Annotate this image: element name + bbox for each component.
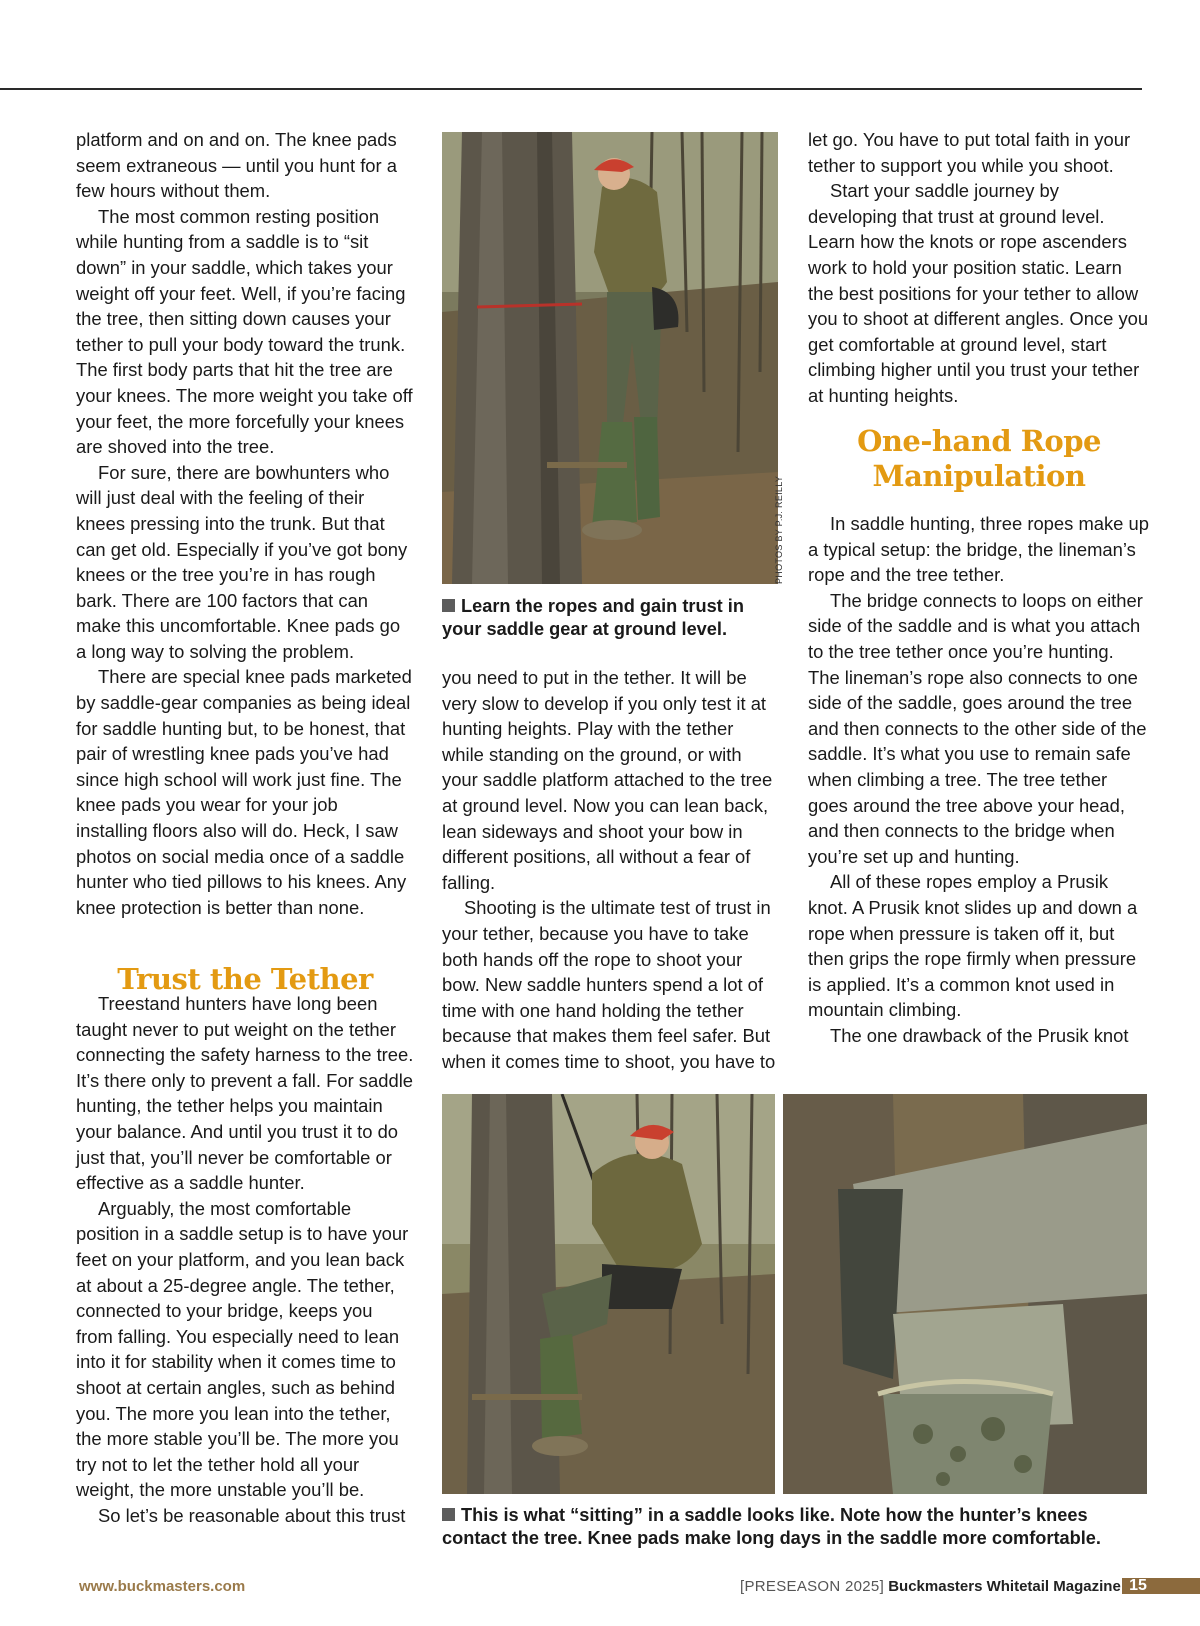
caption-text: This is what “sitting” in a saddle looks like. Note how the hunter’s knees contact the tree. Knee pads make long days in the saddle more comfortable.: [442, 1505, 1101, 1548]
photo-illustration: [442, 132, 778, 584]
paragraph: The one drawback of the Prusik knot: [830, 1024, 1129, 1046]
caption-bullet-icon: [442, 599, 455, 612]
paragraph: There are special knee pads marketed by saddle-gear companies as being ideal for saddle hunting but, to be honest, that pair of wrestling knee pads you’ve had since high school will work just fine. The knee pads you wear for your job installing floors also will do. Heck, I saw photos on social media once of a saddle hunter who tied pillows to his knees. Any knee protection is better than none.: [76, 666, 412, 918]
subhead-line: Manipulation: [872, 459, 1086, 493]
paragraph: Arguably, the most comfortable position in a saddle setup is to have your feet on your platform, and you lean back at about a 25-degree angle. The tether, connected to your bridge, keeps you from falling. You especially need to lean into it for stability when it comes time to shoot at certain angles, such as behind you. The more you lean into the tether, the more stable you’ll be. The more you try not to let the tether hold all your weight, the more unstable you’ll be.: [76, 1197, 409, 1501]
paragraph: For sure, there are bowhunters who will just deal with the feeling of their knees pressing into the trunk. But that can get old. Especially if you’ve got bony knees or the tree you’re in has rough bark. There are 100 factors that can make this uncomfortable. Knee pads go a long way to solving the problem.: [76, 461, 408, 662]
paragraph: Start your saddle journey by developing that trust at ground level. Learn how the knots or rope ascenders work to hold your position static. Learn the best positions for your tether to allow you to shoot at different angles. Once you get comfortable at ground level, start climbing higher until you trust your tether at hunting heights.: [808, 180, 1149, 406]
paragraph: let go. You have to put total faith in your tether to support you while you shoot.: [808, 129, 1131, 176]
article-column-2: [442, 665, 780, 1075]
paragraph: you need to put in the tether. It will be very slow to develop if you only test it at hunting heights. Play with the tether while standing on the ground, or with your saddle platform attached to the tree at ground level. Now you can lean back, lean sideways and shoot your bow in different positions, all without a fear of falling.: [442, 667, 773, 893]
photo-caption-2: [442, 1504, 1147, 1550]
subhead-one-hand-rope-manipulation: [808, 424, 1150, 494]
subhead-trust-the-tether: Trust the Tether: [117, 962, 373, 996]
photo-caption-1: [442, 595, 782, 641]
footer-magazine-name: Buckmasters Whitetail Magazine: [888, 1578, 1121, 1595]
paragraph: Shooting is the ultimate test of trust in your tether, because you have to take both hands off the rope to shoot your bow. New saddle hunters spend a lot of time with one hand holding the tether because that makes them feel safer. But when it comes time to shoot, you have to: [442, 897, 776, 1072]
paragraph: The bridge connects to loops on either side of the saddle and is what you attach to the tree tether once you’re hunting. The lineman’s rope also connects to one side of the saddle, goes around the tree and then connects to the other side of the saddle. It’s what you use to remain safe when climbing a tree. The tree tether goes around the tree above your head, and then connects to the bridge when you’re set up and hunting.: [808, 589, 1147, 867]
article-column-3-continued: [808, 511, 1150, 1048]
paragraph: So let’s be reasonable about this trust: [98, 1504, 406, 1526]
photo-illustration: [442, 1094, 775, 1494]
photo-illustration: [783, 1094, 1147, 1494]
photo-hunter-sitting-in-saddle: [442, 1094, 775, 1494]
photo-knees-against-tree: [783, 1094, 1147, 1494]
footer-publication: [740, 1578, 1121, 1595]
paragraph: Treestand hunters have long been taught never to put weight on the tether connecting the safety harness to the tree. It’s there only to prevent a fall. For saddle hunting, the tether helps you maintain your balance. And until you trust it to do just that, you’ll never be comfortable or effective as a saddle hunter.: [76, 993, 414, 1194]
subhead-line: One-hand Rope: [857, 424, 1101, 458]
paragraph: All of these ropes employ a Prusik knot. A Prusik knot slides up and down a rope when pressure is taken off it, but then grips the rope firmly when pressure is applied. It’s a common knot used in mountain climbing.: [808, 871, 1138, 1021]
photo-credit: PHOTOS BY P.J. REILLY: [774, 475, 784, 584]
footer-issue: [PRESEASON 2025]: [740, 1578, 885, 1595]
article-column-3: [808, 127, 1150, 409]
article-column-1: [76, 127, 414, 920]
page-number: 15: [1129, 1577, 1147, 1594]
caption-text: Learn the ropes and gain trust in your saddle gear at ground level.: [442, 596, 744, 639]
paragraph: platform and on and on. The knee pads seem extraneous — until you hunt for a few hours without them.: [76, 129, 397, 202]
photo-hunter-standing-at-tree: [442, 132, 778, 584]
header-rule: [0, 88, 1142, 90]
caption-bullet-icon: [442, 1508, 455, 1521]
paragraph: In saddle hunting, three ropes make up a typical setup: the bridge, the lineman’s rope and the tree tether.: [808, 513, 1149, 586]
article-column-1-continued: [76, 991, 414, 1528]
footer-website: www.buckmasters.com: [79, 1578, 246, 1595]
paragraph: The most common resting position while hunting from a saddle is to “sit down” in your saddle, which takes your weight off your feet. Well, if you’re facing the tree, then sitting down causes your tether to pull your body toward the trunk. The first body parts that hit the tree are your knees. The more weight you take off your feet, the more forcefully your knees are shoved into the tree.: [76, 205, 413, 458]
